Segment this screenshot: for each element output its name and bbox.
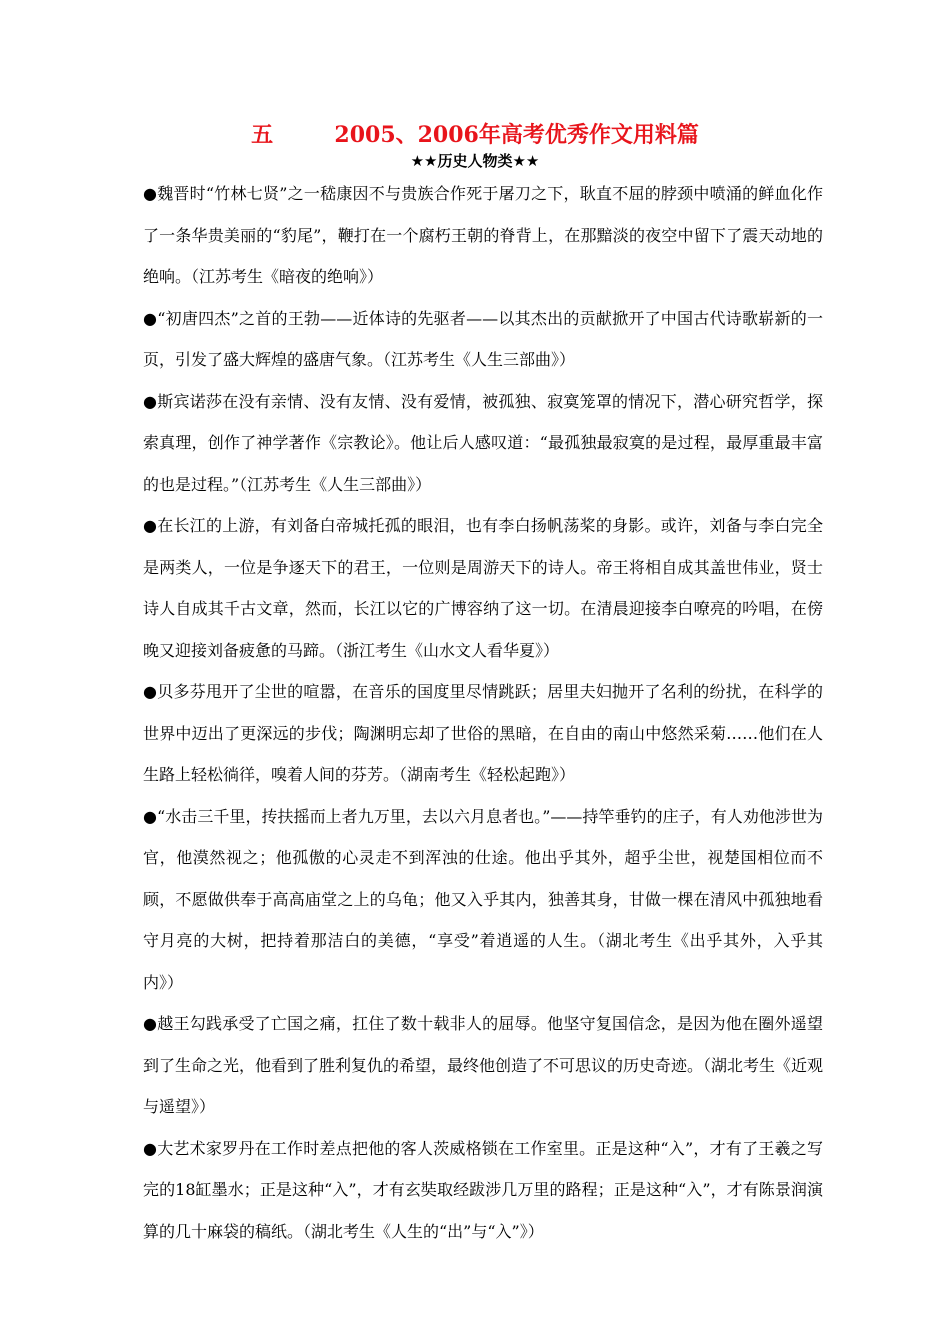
bullet-icon: ● (143, 806, 158, 826)
bullet-icon: ● (143, 516, 158, 535)
paragraph-text: 越王勾践承受了亡国之痛，扛住了数十载非人的屈辱。他坚守复国信念，是因为他在圈外遥望到了生命之光，他看到了胜利复仇的希望，最终他创造了不可思议的历史奇迹。（湖北考生《近观与遥望》） (143, 1014, 824, 1116)
bullet-icon: ● (143, 682, 158, 701)
paragraph-text: 贝多芬甩开了尘世的喧嚣，在音乐的国度里尽情跳跃；居里夫妇抛开了名利的纷扰，在科学的世界中迈出了更深远的步伐；陶渊明忘却了世俗的黑暗，在自由的南山中悠然采菊……他们在人生路上轻松徜徉，嗅着人间的芬芳。（湖南考生《轻松起跑》） (143, 682, 823, 784)
paragraph-text: 大艺术家罗丹在工作时差点把他的客人茨威格锁在工作室里。正是这种“入”，才有了王羲之写完的18缸墨水；正是这种“入”，才有玄奘取经跋涉几万里的路程；正是这种“入”，才有陈景润演算的几十麻袋的稿纸。（湖北考生《人生的“出”与“入”》） (143, 1138, 823, 1241)
paragraph-text: 魏晋时“竹林七贤”之一嵇康因不与贵族合作死于屠刀之下，耿直不屈的脖颈中喷涌的鲜血化作了一条华贵美丽的“豹尾”，鞭打在一个腐朽王朝的脊背上，在那黯淡的夜空中留下了震天动地的绝响。（江苏考生《暗夜的绝响》） (143, 184, 823, 286)
paragraph-text: 斯宾诺莎在没有亲情、没有友情、没有爱情，被孤独、寂寞笼罩的情况下，潜心研究哲学，探索真理，创作了神学著作《宗教论》。他让后人感叹道：“最孤独最寂寞的是过程，最厚重最丰富的也是过程。”（江苏考生《人生三部曲》） (143, 391, 823, 494)
page-title: 五 2005、2006年高考优秀作文用料篇 (251, 122, 699, 148)
paragraph-2 (143, 298, 823, 381)
bullet-icon: ● (143, 308, 158, 328)
paragraph-5 (143, 671, 823, 796)
paragraph-4 (143, 505, 823, 671)
bullet-icon: ● (143, 184, 158, 203)
bullet-icon: ● (143, 1014, 158, 1033)
document-body (143, 173, 823, 1252)
paragraph-text: “初唐四杰”之首的王勃——近体诗的先驱者——以其杰出的贡献掀开了中国古代诗歌崭新的一页，引发了盛大辉煌的盛唐气象。（江苏考生《人生三部曲》） (143, 308, 823, 369)
paragraph-8 (143, 1128, 823, 1253)
bullet-icon: ● (143, 391, 158, 411)
paragraph-6 (143, 796, 823, 1004)
section-heading: ★★历史人物类★★ (410, 152, 540, 170)
paragraph-7 (143, 1003, 823, 1128)
paragraph-text: 在长江的上游，有刘备白帝城托孤的眼泪，也有李白扬帆荡桨的身影。或许，刘备与李白完全是两类人，一位是争逐天下的君王，一位则是周游天下的诗人。帝王将相自成其盖世伟业，贤士诗人自成其千古文章，然而，长江以它的广博容纳了这一切。在清晨迎接李白嘹亮的吟唱，在傍晚又迎接刘备疲惫的马蹄。（浙江考生《山水文人看华夏》） (143, 516, 823, 660)
bullet-icon: ● (143, 1138, 158, 1158)
paragraph-3 (143, 381, 823, 506)
paragraph-text: “水击三千里，抟扶摇而上者九万里，去以六月息者也。”——持竿垂钓的庄子，有人劝他涉世为官，他漠然视之；他孤傲的心灵走不到浑浊的仕途。他出乎其外，超乎尘世，视楚国相位而不顾，不愿做供奉于高高庙堂之上的乌龟；他又入乎其内，独善其身，甘做一棵在清风中孤独地看守月亮的大树，把持着那洁白的美德，“享受”着逍遥的人生。（湖北考生《出乎其外，入乎其内》） (143, 806, 823, 992)
paragraph-1 (143, 173, 823, 298)
